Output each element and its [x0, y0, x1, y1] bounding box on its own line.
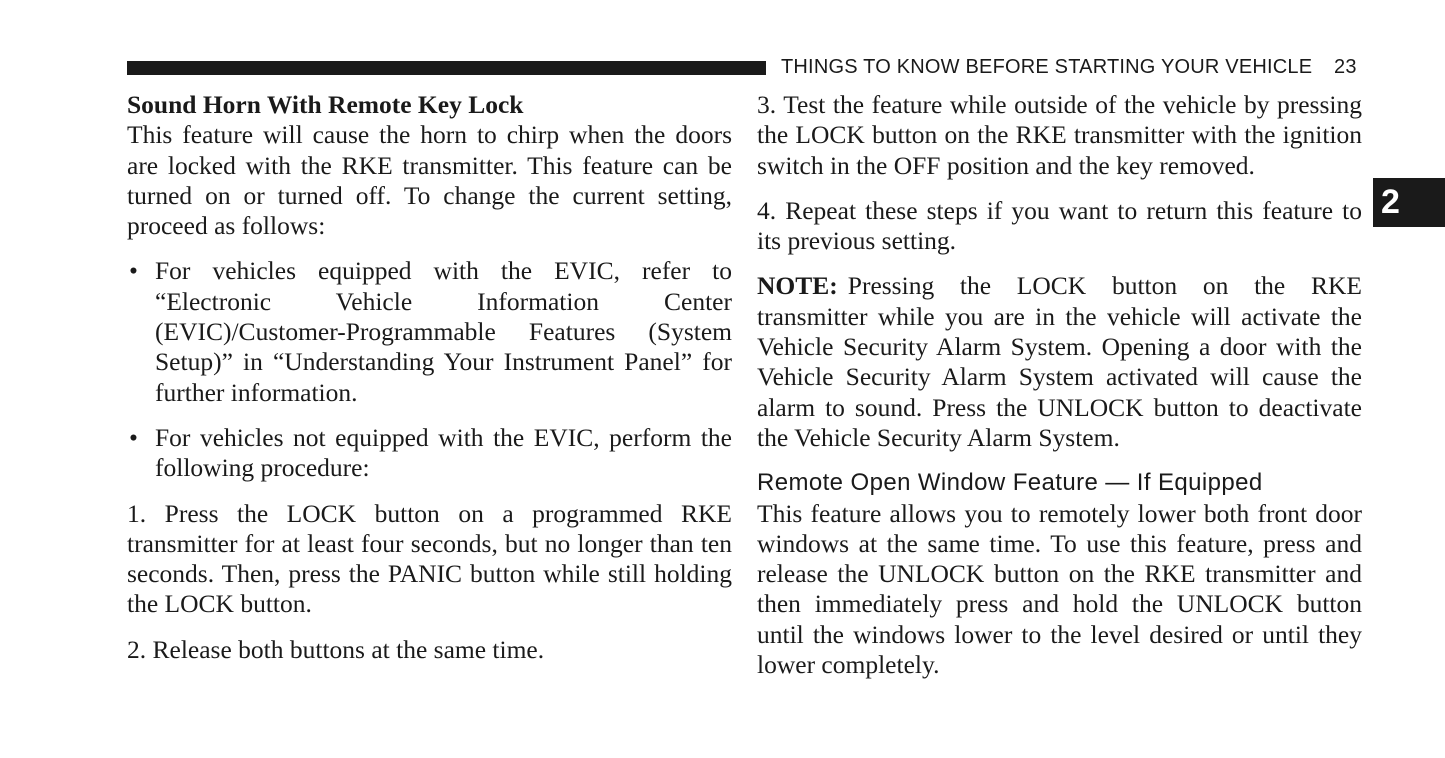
header-rule — [127, 61, 766, 75]
note-paragraph — [757, 271, 1362, 453]
header-title: THINGS TO KNOW BEFORE STARTING YOUR VEHICLE — [781, 56, 1313, 78]
bullet-item-no-evic: • For vehicles not equipped with the EVIC, perform the following procedure: — [127, 423, 732, 484]
note-label: NOTE: — [757, 271, 838, 301]
step-4: 4. Repeat these steps if you want to return this feature to its previous setting. — [757, 195, 1362, 256]
subsection-heading: Remote Open Window Feature — If Equipped — [757, 469, 1263, 497]
bullet-list — [127, 256, 732, 483]
bullet-item-evic: • For vehicles equipped with the EVIC, refer to “Electronic Vehicle Information Center (EVIC)/Customer-Programmable Features (System Setup)” in “Understanding Your Instrument Panel” for further information. — [127, 256, 732, 407]
right-column — [757, 90, 1362, 695]
page-number: 23 — [1334, 56, 1357, 78]
note-text: Pressing the LOCK button on the RKE transmitter while you are in the vehicle will activate the Vehicle Security Alarm System. Opening a door with the Vehicle Security Alarm System activated will cause the alarm to sound. Press the UNLOCK button to deactivate the Vehicle Security Alarm System. — [757, 271, 1362, 452]
left-column — [127, 90, 732, 680]
window-paragraph: This feature allows you to remotely lower both front door windows at the same time. To use this feature, press and release the UNLOCK button on the RKE transmitter and then immediately press and hold the UNLOCK button until the windows lower to the level desired or until they lower completely. — [757, 498, 1362, 680]
step-2: 2. Release both buttons at the same time. — [127, 634, 545, 664]
intro-paragraph: This feature will cause the horn to chirp when the doors are locked with the RKE transmitter. This feature can be turned on or turned off. To change the current setting, proceed as follows: — [127, 120, 732, 241]
chapter-tab — [1373, 178, 1445, 227]
running-header — [781, 56, 1357, 79]
section-heading: Sound Horn With Remote Key Lock — [127, 90, 524, 119]
chapter-number: 2 — [1381, 183, 1400, 221]
step-1: 1. Press the LOCK button on a programmed RKE transmitter for at least four seconds, but no longer than ten seconds. Then, press the PANIC button while still holding the LOCK button. — [127, 498, 732, 619]
step-3: 3. Test the feature while outside of the vehicle by pressing the LOCK button on the RKE transmitter with the ignition switch in the OFF position and the key removed. — [757, 90, 1362, 180]
